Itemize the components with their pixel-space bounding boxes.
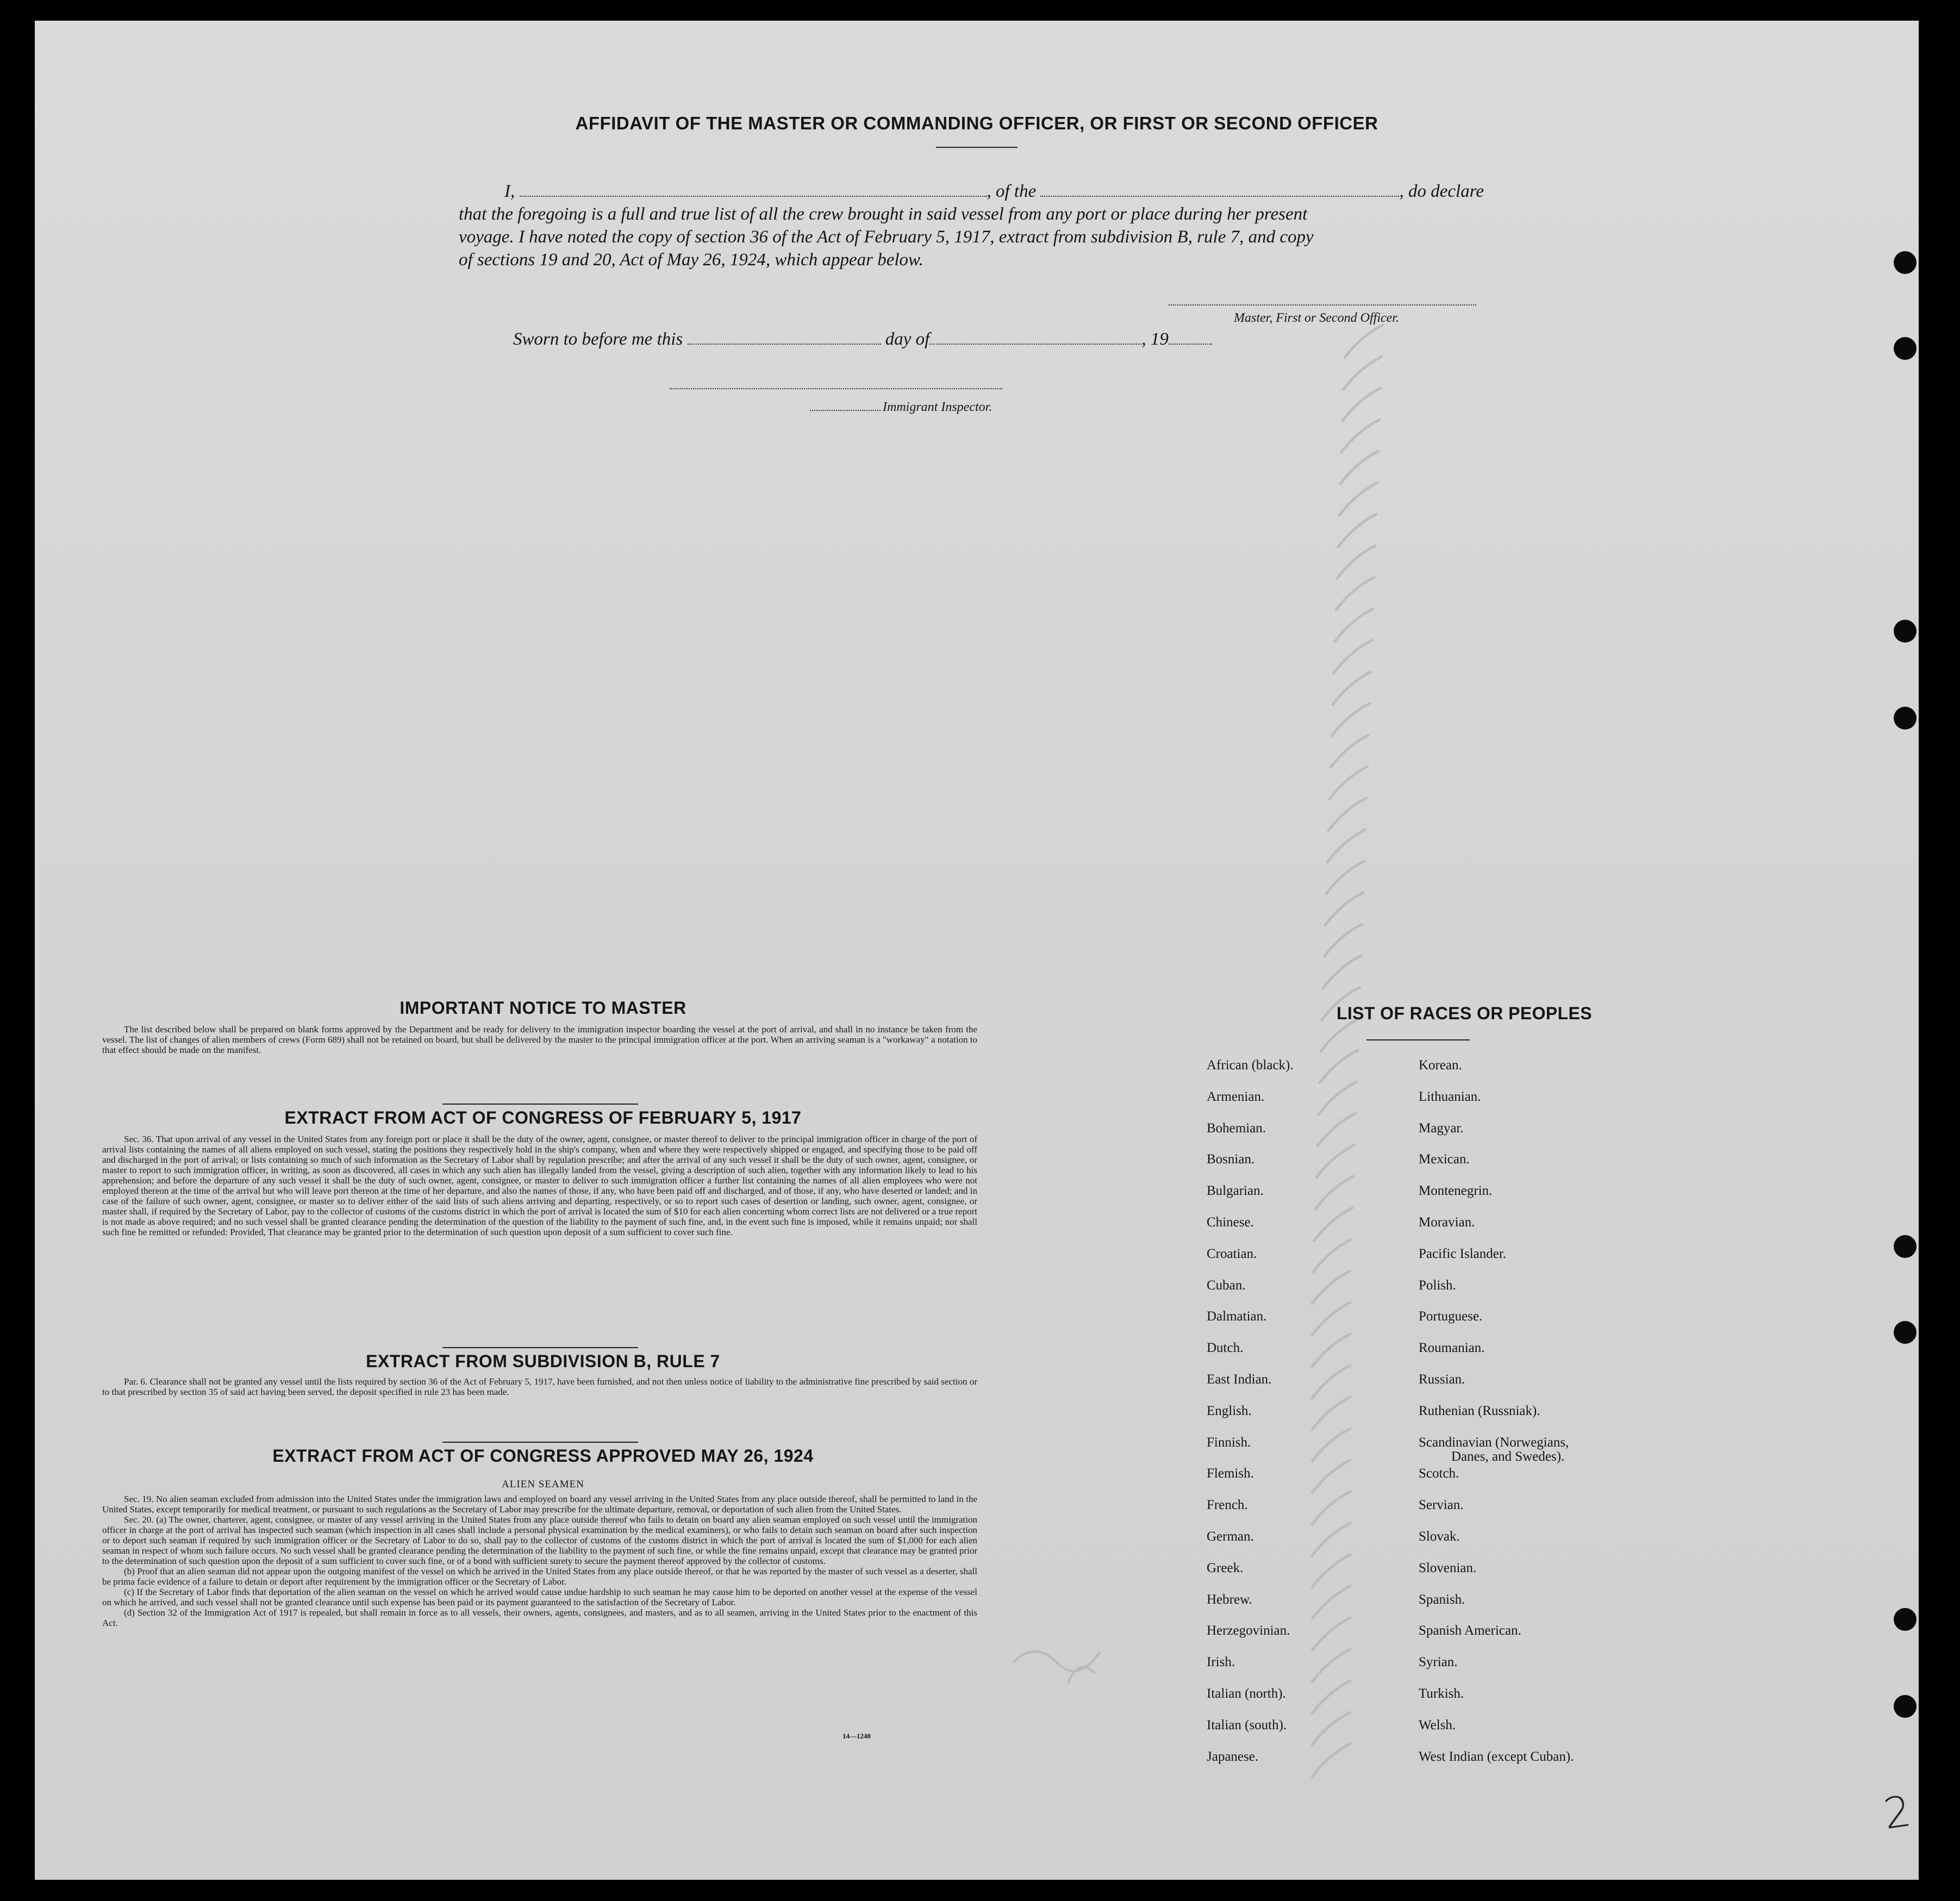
- sec-20b-paragraph: (b) Proof that an alien seaman did not appear upon the outgoing manifest of the vessel on which he arrived in the United States from any place outside thereof, or that he was reported by the master of such vessel as a deserter, shall be prima facie evidence of a failure to detain or deport after requirement by the immigration officer or the Secretary of Labor.: [102, 1566, 977, 1587]
- race-item: Italian (south).: [1207, 1718, 1287, 1732]
- binder-hole: [1894, 1321, 1917, 1344]
- race-item: German.: [1207, 1529, 1254, 1544]
- pencil-tick-mark: [1312, 1271, 1350, 1304]
- affidavit-line-4: of sections 19 and 20, Act of May 26, 1924, which appear below.: [459, 250, 923, 270]
- race-item: Bosnian.: [1207, 1152, 1255, 1167]
- races-title: LIST OF RACES OR PEOPLES: [1336, 1004, 1593, 1023]
- pencil-tick-mark: [1324, 924, 1362, 957]
- signature-label: Master, First or Second Officer.: [1234, 311, 1399, 325]
- race-item: Syrian.: [1419, 1655, 1458, 1669]
- pencil-tick-mark: [1314, 1208, 1352, 1241]
- pencil-tick-mark: [1312, 1460, 1350, 1493]
- race-item: Bohemian.: [1207, 1121, 1266, 1136]
- race-item: Italian (north).: [1207, 1686, 1286, 1701]
- extract-1917-text: [102, 1134, 977, 1237]
- page-mark: 2: [1880, 1786, 1914, 1840]
- pencil-tick-mark: [1315, 1176, 1353, 1209]
- pencil-tick-mark: [1316, 1145, 1354, 1177]
- pencil-tick-mark: [1312, 1334, 1350, 1367]
- race-item: English.: [1207, 1404, 1252, 1418]
- race-item: Spanish American.: [1419, 1623, 1521, 1638]
- divider-3: [442, 1442, 638, 1443]
- sec-20c-paragraph: (c) If the Secretary of Labor finds that deportation of the alien seaman on the vessel on which he arrived would cause undue hardship to such seaman he may cause him to be deported on another vessel at the expense of the vessel on which he arrived, and such vessel shall not be granted clearance until such expense has been paid or its payment guaranteed to the satisfaction of the Secretary of Labor.: [102, 1587, 977, 1607]
- race-item: French.: [1207, 1498, 1248, 1512]
- affidavit-title: AFFIDAVIT OF THE MASTER OR COMMANDING OFFICER, OR FIRST OR SECOND OFFICER: [575, 113, 1378, 133]
- pencil-tick-mark: [1312, 1586, 1350, 1619]
- par-6-paragraph: Par. 6. Clearance shall not be granted any vessel until the lists required by section 36 of the Act of February 5, 1917, have been furnished, and not then unless notice of liability to the administrative fine prescribed by said section or to that prescribed by section 35 of said act having been served, the deposit specified in rule 23 has been made.: [102, 1376, 977, 1397]
- race-item: Russian.: [1419, 1372, 1465, 1387]
- pencil-tick-mark: [1331, 735, 1369, 768]
- race-item: Welsh.: [1419, 1718, 1456, 1732]
- race-item-continuation: Danes, and Swedes).: [1451, 1449, 1565, 1464]
- extract-rule7-text: [102, 1376, 977, 1397]
- pencil-tick-mark: [1321, 1019, 1359, 1051]
- pencil-tick-mark: [1312, 1302, 1350, 1335]
- pencil-tick-mark: [1312, 1429, 1350, 1461]
- race-item: African (black).: [1207, 1058, 1294, 1073]
- pencil-tick-mark: [1312, 1712, 1350, 1745]
- race-item: Turkish.: [1419, 1686, 1464, 1701]
- notice-text: [102, 1024, 977, 1055]
- pencil-tick-mark: [1334, 640, 1372, 673]
- divider-1: [442, 1104, 638, 1105]
- pencil-tick-mark: [1338, 514, 1376, 547]
- race-item: Ruthenian (Russniak).: [1419, 1404, 1540, 1418]
- extract-1924-text: [102, 1494, 977, 1628]
- race-item: Armenian.: [1207, 1089, 1265, 1104]
- race-item: Bulgarian.: [1207, 1183, 1264, 1198]
- race-item: Flemish.: [1207, 1466, 1254, 1481]
- form-number: 14—1240: [842, 1732, 871, 1740]
- pencil-tick-mark: [1312, 1744, 1350, 1777]
- race-item: Lithuanian.: [1419, 1089, 1481, 1104]
- pencil-tick-mark: [1343, 388, 1381, 421]
- pencil-tick-mark: [1312, 1397, 1350, 1430]
- race-item: Herzegovinian.: [1207, 1623, 1290, 1638]
- pencil-tick-mark: [1326, 861, 1364, 894]
- pencil-tick-mark: [1345, 325, 1383, 358]
- sec-36-paragraph: Sec. 36. That upon arrival of any vessel in the United States from any foreign port or place it shall be the duty of the owner, agent, consignee, or master thereof to deliver to the principal immigration officer in charge of the port of arrival lists containing the names of all aliens employed on such vessel, stating the positions they respectively hold in the ship's company, when and where they were respectively shipped or engaged, and specifying those to be paid off and discharged in the port of arrival; or lists containing so much of such information as the Secretary of Labor shall by regulation prescribe; and after the arrival of any such vessel it shall be the duty of such owner, agent, consignee, or master to report to such immigration officer, in writing, as soon as discovered, all cases in which any such alien has illegally landed from the vessel, giving a description of such alien, together with any information likely to lead to his apprehension; and before the departure of any such vessel it shall be the duty of such owner, agent, consignee, or master to deliver to such immigration officer a further list containing the names of all alien employees who were not employed thereon at the time of the arrival but who will leave port thereon at the time of her departure, and also the names of those, if any, who have been paid off and discharged, and of those, if any, who have deserted or landed; and in case of the failure of such owner, agent, consignee, or master so to deliver either of the said lists of such aliens arriving and departing, respectively, or so to report such cases of desertion or landing, such owner, agent, consignee, or master shall, if required by the Secretary of Labor, pay to the collector of customs of the customs district in which the port of arrival is located the sum of $10 for each alien concerning whom correct lists are not delivered or a true report is not made as above required; and no such vessel shall be granted clearance pending the determination of the question of the liability to the payment of such fine, and, in the event such fine is imposed, while it remains unpaid; nor shall such fine be remitted or refunded: Provided, That clearance may be granted prior to the determination of such question upon deposit of a sum sufficient to cover such fine.: [102, 1134, 977, 1237]
- pencil-tick-mark: [1339, 483, 1377, 515]
- pencil-tick-mark: [1318, 1113, 1356, 1146]
- pencil-tick-mark: [1325, 893, 1363, 925]
- pencil-tick-mark: [1337, 546, 1375, 578]
- sec-20d-paragraph: (d) Section 32 of the Immigration Act of 1917 is repealed, but shall remain in force as to all vessels, their owners, agents, consignees, and masters, and as to all seamen, arriving in the United States prior to the enactment of this Act.: [102, 1607, 977, 1628]
- race-item: Dalmatian.: [1207, 1309, 1267, 1324]
- binder-hole: [1894, 337, 1917, 360]
- extract-1917-title: EXTRACT FROM ACT OF CONGRESS OF FEBRUARY 5, 1917: [284, 1108, 802, 1127]
- race-item: Mexican.: [1419, 1152, 1470, 1167]
- race-item: Slovenian.: [1419, 1561, 1477, 1575]
- affidavit-declare: , do declare: [1399, 182, 1484, 201]
- pencil-tick-mark: [1320, 1050, 1358, 1083]
- race-item: Spanish.: [1419, 1592, 1465, 1607]
- pencil-tick-mark: [1312, 1649, 1350, 1682]
- race-item: Polish.: [1419, 1278, 1456, 1293]
- pencil-tick-mark: [1312, 1366, 1350, 1398]
- race-item: Servian.: [1419, 1498, 1464, 1512]
- pencil-tick-mark: [1335, 609, 1373, 641]
- race-item: Montenegrin.: [1419, 1183, 1493, 1198]
- race-item: East Indian.: [1207, 1372, 1272, 1387]
- pencil-tick-mark: [1313, 1239, 1351, 1272]
- affidavit-of-the: , of the: [987, 182, 1037, 201]
- race-item: Finnish.: [1207, 1435, 1251, 1450]
- race-item: Cuban.: [1207, 1278, 1246, 1293]
- sworn-day-of: day of: [885, 329, 930, 349]
- alien-seamen-subtitle: ALIEN SEAMEN: [502, 1479, 584, 1490]
- affidavit-line-2: that the foregoing is a full and true list of all the crew brought in said vessel from any port or place during her present: [459, 204, 1308, 224]
- race-item: Portuguese.: [1419, 1309, 1483, 1324]
- race-item: Moravian.: [1419, 1215, 1475, 1230]
- notice-paragraph: The list described below shall be prepared on blank forms approved by the Department and be ready for delivery to the immigration inspector boarding the vessel at the port of arrival, and shall in no instance be taken from the vessel. The list of changes of alien members of crews (Form 689) shall not be retained on board, but shall be delivered by the master to the principal immigration officer at the port. When an arriving seaman is a "workaway" a notation to that effect should be made on the manifest.: [102, 1024, 977, 1055]
- race-item: Croatian.: [1207, 1246, 1257, 1261]
- race-item: Magyar.: [1419, 1121, 1464, 1136]
- sec-20a-paragraph: Sec. 20. (a) The owner, charterer, agent, consignee, or master of any vessel arriving in the United States from any place outside thereof who fails to detain on board any alien seaman employed on such vessel until the immigration officer in charge at the port of arrival has inspected such seaman (which inspection in all cases shall include a personal physical examination by the medical examiners), or who fails to detain such seaman on board after such inspection or to deport such seaman if required by such immigration officer or the Secretary of Labor to do so, shall pay to the collector of customs of the customs district in which the port of arrival is located the sum of $1,000 for each alien seaman in respect of whom such failure occurs. No such vessel shall be granted clearance pending the determination of the liability to the payment of such fine, or while the fine remains unpaid, except that clearance may be granted prior to the determination of such question upon the deposit of a sum sufficient to cover such fine, or of a bond with sufficient surety to secure the payment thereof approved by the collector of customs.: [102, 1514, 977, 1566]
- sworn-prefix: Sworn to before me this: [513, 329, 683, 349]
- race-item: Chinese.: [1207, 1215, 1254, 1230]
- inspector-label: Immigrant Inspector.: [883, 400, 993, 414]
- race-item: Pacific Islander.: [1419, 1246, 1507, 1261]
- affidavit-i: I,: [504, 182, 515, 201]
- pencil-tick-mark: [1332, 703, 1370, 736]
- race-item: Scotch.: [1419, 1466, 1459, 1481]
- extract-rule7-title: EXTRACT FROM SUBDIVISION B, RULE 7: [366, 1351, 720, 1371]
- pencil-tick-mark: [1329, 766, 1368, 799]
- pencil-tick-mark: [1319, 1082, 1357, 1114]
- pencil-tick-mark: [1312, 1492, 1350, 1524]
- binder-hole: [1894, 1235, 1917, 1258]
- race-item: Dutch.: [1207, 1341, 1244, 1355]
- race-item: Roumanian.: [1419, 1341, 1485, 1355]
- race-item: Hebrew.: [1207, 1592, 1252, 1607]
- race-item: Japanese.: [1207, 1749, 1259, 1764]
- race-item: Irish.: [1207, 1655, 1235, 1669]
- pencil-tick-mark: [1312, 1555, 1350, 1587]
- pencil-tick-mark: [1344, 357, 1382, 389]
- pencil-tick-mark: [1312, 1618, 1350, 1650]
- pencil-tick-mark: [1328, 798, 1366, 831]
- pencil-tick-mark: [1312, 1523, 1350, 1556]
- race-item: Slovak.: [1419, 1529, 1460, 1544]
- binder-hole: [1894, 620, 1917, 643]
- sec-19-paragraph: Sec. 19. No alien seaman excluded from admission into the United States under the immigration laws and employed on board any vessel arriving in the United States from any place outside thereof, shall be permitted to land in the United States, except temporarily for medical treatment, or pursuant to such regulations as the Secretary of Labor may prescribe for the ultimate departure, removal, or deportation of such alien from the United States.: [102, 1494, 977, 1514]
- sworn-year: , 19: [1141, 329, 1169, 349]
- pencil-tick-mark: [1327, 830, 1365, 862]
- document-page: [35, 21, 1919, 1880]
- pencil-tick-mark: [1341, 420, 1380, 452]
- extract-1924-title: EXTRACT FROM ACT OF CONGRESS APPROVED MAY 26, 1924: [272, 1446, 814, 1466]
- pencil-tick-mark: [1312, 1681, 1350, 1713]
- races-divider: [1366, 1039, 1470, 1040]
- race-item: Scandinavian (Norwegians,: [1419, 1435, 1569, 1450]
- race-item: Korean.: [1419, 1058, 1462, 1073]
- divider-2: [442, 1347, 638, 1348]
- pencil-tick-mark: [1336, 577, 1374, 610]
- race-item: West Indian (except Cuban).: [1419, 1749, 1574, 1764]
- affidavit-line-3: voyage. I have noted the copy of section 36 of the Act of February 5, 1917, extract from subdivision B, rule 7, and copy: [459, 227, 1314, 247]
- race-item: Greek.: [1207, 1561, 1244, 1575]
- pencil-tick-mark: [1340, 451, 1378, 484]
- pencil-tick-mark: [1333, 672, 1371, 705]
- binder-hole: [1894, 251, 1917, 274]
- pencil-tick-mark: [1323, 956, 1361, 988]
- binder-hole: [1894, 1608, 1917, 1631]
- binder-hole: [1894, 707, 1917, 730]
- notice-title: IMPORTANT NOTICE TO MASTER: [400, 998, 686, 1018]
- binder-hole: [1894, 1695, 1917, 1718]
